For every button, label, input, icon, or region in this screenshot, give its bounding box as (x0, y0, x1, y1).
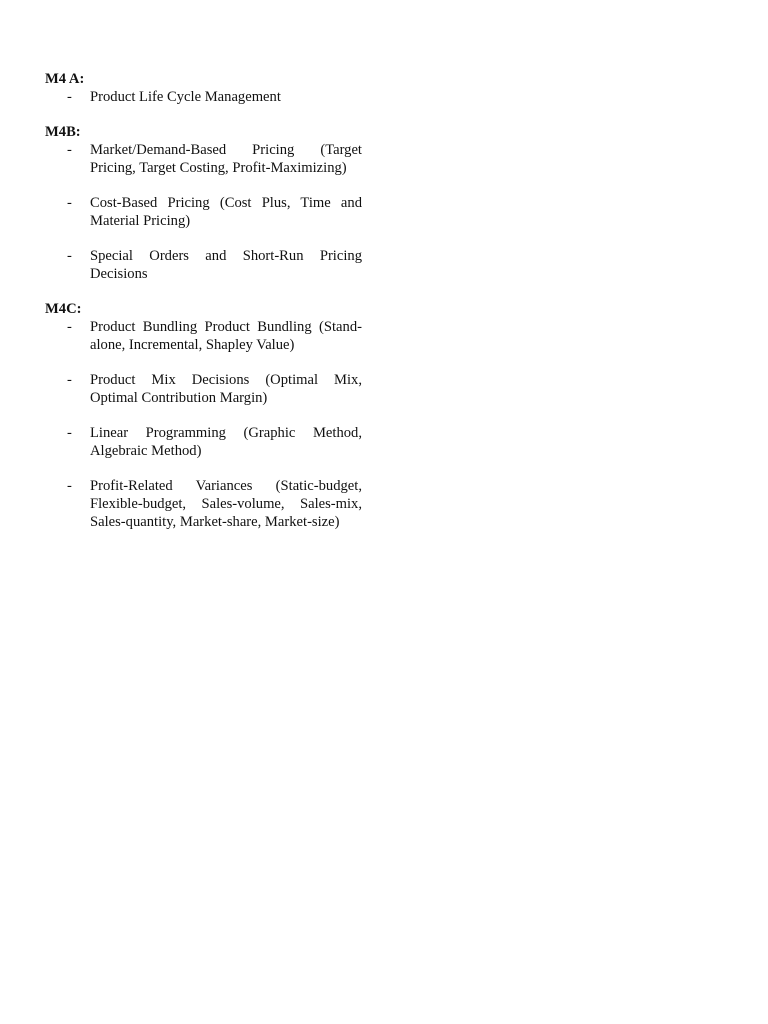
list-item-text: Linear Programming (Graphic Method, Algebraic Method) (90, 425, 362, 459)
list-item (45, 88, 362, 106)
bullet-dash: - (67, 195, 72, 211)
list-item-text: Product Mix Decisions (Optimal Mix, Optimal Contribution Margin) (90, 372, 362, 406)
section-heading: M4 A: (45, 71, 85, 87)
section-heading: M4B: (45, 124, 81, 140)
list-item (45, 247, 362, 283)
document-page (45, 70, 362, 548)
list-item (45, 194, 362, 230)
section-m4b (45, 123, 362, 283)
list-item-text: Special Orders and Short-Run Pricing Decisions (90, 248, 362, 282)
list-item-text: Profit-Related Variances (Static-budget, Flexible-budget, Sales-volume, Sales-mix, Sales-quantity, Market-share, Market-size) (90, 478, 362, 530)
list-item (45, 371, 362, 407)
bullet-dash: - (67, 372, 72, 388)
section-heading: M4C: (45, 301, 82, 317)
bullet-dash: - (67, 89, 72, 105)
list-item (45, 477, 362, 531)
list-item-text: Cost-Based Pricing (Cost Plus, Time and Material Pricing) (90, 195, 362, 229)
section-m4c (45, 300, 362, 531)
bullet-dash: - (67, 248, 72, 264)
list-item (45, 424, 362, 460)
bullet-dash: - (67, 142, 72, 158)
bullet-dash: - (67, 478, 72, 494)
section-m4a (45, 70, 362, 106)
list-item (45, 141, 362, 177)
list-item-text: Market/Demand-Based Pricing (Target Pricing, Target Costing, Profit-Maximizing) (90, 142, 362, 176)
list-item-text: Product Bundling Product Bundling (Stand-alone, Incremental, Shapley Value) (90, 319, 362, 353)
bullet-dash: - (67, 425, 72, 441)
bullet-dash: - (67, 319, 72, 335)
list-item (45, 318, 362, 354)
list-item-text: Product Life Cycle Management (90, 89, 281, 105)
